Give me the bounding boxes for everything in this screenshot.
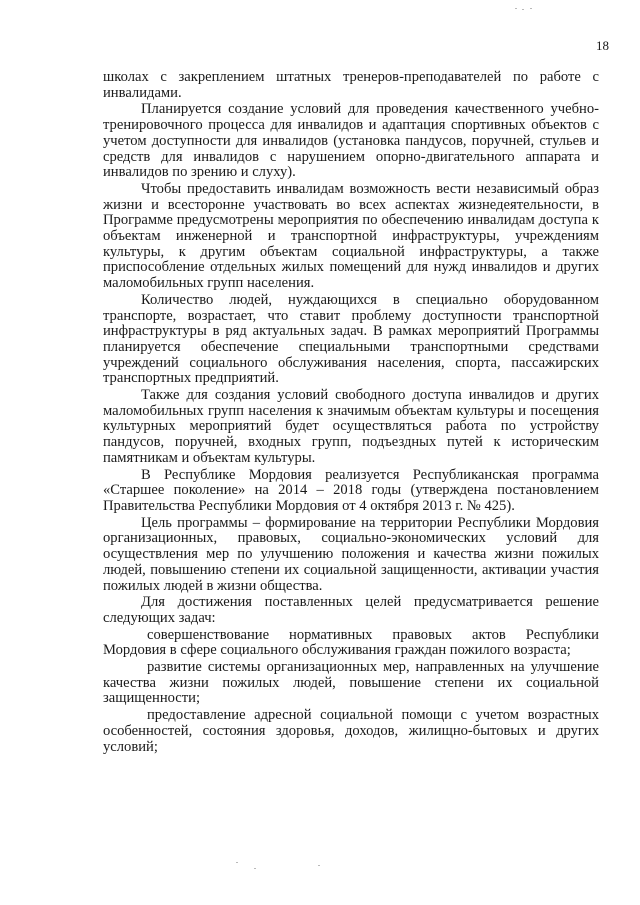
paragraph: Чтобы предоставить инвалидам возможность вести независимый образ жизни и всесторонне участвовать во всех аспектах жизнедеятельности, в Программе предусмотрены мероприятия по обеспечению инвалидам доступа к объектам инженерной и транспортной инфраструктуры, учреждениям культуры, к другим объектам социальной инфраструктуры, а также приспособление отдельных жилых помещений для нужд инвалидов и других маломобильных групп населения. (103, 180, 599, 292)
paragraph: Также для создания условий свободного доступа инвалидов и других маломобильных групп населения к значимым объектам культуры и посещения культурных мероприятий будет осуществляться работа по устройству пандусов, поручней, входных групп, подъездных путей к историческим памятникам и объектам культуры. (103, 387, 599, 466)
scan-speck (530, 8, 532, 9)
task-list-item: совершенствование нормативных правовых актов Республики Мордовия в сфере социального обслуживания граждан пожилого возраста; (103, 626, 599, 659)
paragraph-continuation: школах с закреплением штатных тренеров-преподавателей по работе с инвалидами. (103, 69, 599, 101)
scan-speck (318, 865, 320, 866)
page-number: 18 (596, 38, 609, 53)
scan-speck (254, 868, 256, 869)
scan-speck (236, 862, 238, 863)
paragraph: Для достижения поставленных целей предусматривается решение следующих задач: (103, 594, 599, 626)
document-body (103, 70, 599, 756)
scan-speck (515, 8, 517, 9)
task-list-item: предоставление адресной социальной помощи с учетом возрастных особенностей, состояния здоровья, доходов, жилищно-бытовых и других условий; (103, 707, 599, 755)
paragraph: В Республике Мордовия реализуется Республиканская программа «Старшее поколение» на 2014 – 2018 годы (утверждена постановлением Правительства Республики Мордовия от 4 октября 2013 г. № 425). (103, 466, 599, 514)
scan-speck (522, 9, 524, 10)
paragraph: Цель программы – формирование на территории Республики Мордовия организационных, правовых, социально-экономических условий для осуществления мер по улучшению положения и качества жизни пожилых людей, повышению степени их социальной защищенности, активации участия пожилых людей в жизни общества. (103, 514, 599, 594)
paragraph: Количество людей, нуждающихся в специально оборудованном транспорте, возрастает, что ставит проблему доступности транспортной инфраструктуры в ряд актуальных задач. В рамках мероприятий Программы планируется обеспечение специальными транспортными средствами учреждений социального обслуживания населения, спорта, пассажирских транспортных предприятий. (103, 291, 599, 387)
paragraph: Планируется создание условий для проведения качественного учебно-тренировочного процесса для инвалидов и адаптация спортивных объектов с учетом доступности для инвалидов (установка пандусов, поручней, стульев и средств для инвалидов с нарушением опорно-двигательного аппарата и инвалидов по зрению и слуху). (103, 101, 599, 181)
task-list-item: развитие системы организационных мер, направленных на улучшение качества жизни пожилых людей, повышение степени их социальной защищенности; (103, 659, 599, 707)
